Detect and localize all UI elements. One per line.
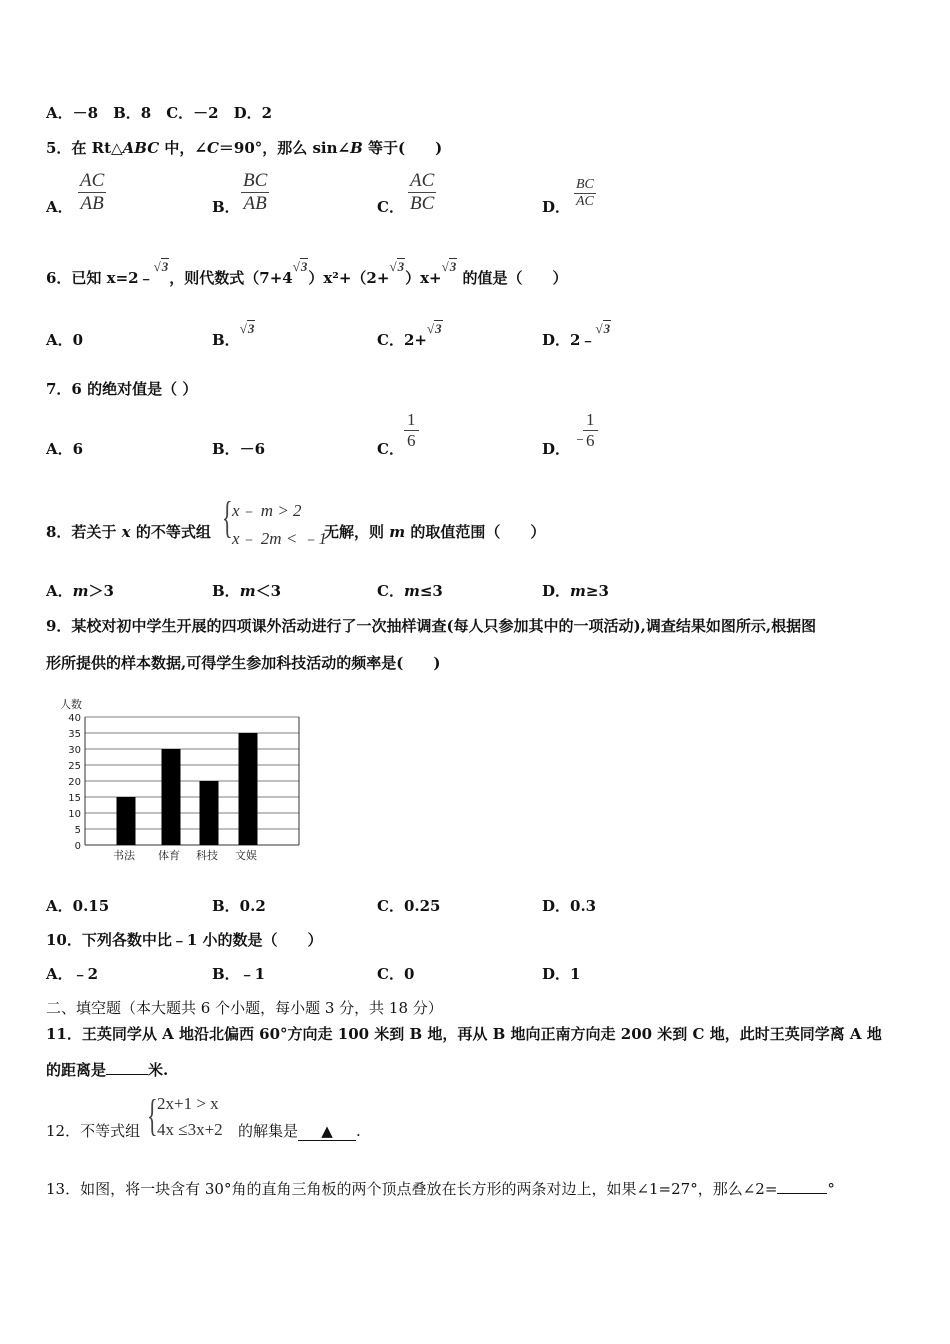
y-tick-label: 0 bbox=[74, 841, 81, 852]
q6-option-a: A．0 bbox=[46, 331, 84, 349]
q11-stem-line1: 11．王英同学从 A 地沿北偏西 60°方向走 100 米到 B 地，再从 B 地向正南方向走 200 米到 C 地，此时王英同学离 A 地 bbox=[46, 1025, 882, 1043]
sqrt3-symbol: √3 bbox=[426, 321, 442, 336]
q5-option-b-label: B． bbox=[212, 198, 240, 216]
x-tick-label: 科技 bbox=[196, 849, 218, 862]
left-brace-icon: { bbox=[147, 1091, 158, 1140]
q7-option-d-sign: ﹣ bbox=[572, 428, 589, 447]
q8-inequality-system: { x﹣ m > 2 x﹣ 2m < ﹣1 bbox=[222, 493, 328, 548]
q8-option-d: D．m≥3 bbox=[542, 582, 609, 600]
q7-option-b: B．－6 bbox=[212, 440, 266, 458]
q7-option-d-fraction: $\frac{1}{6}$ bbox=[583, 410, 598, 451]
q6-option-b: B．√3 bbox=[212, 321, 255, 349]
q12-inequality-system: { 2x+1 > x 4x ≤3x+2 bbox=[147, 1091, 223, 1140]
q11-stem-line2: 的距离是 米. bbox=[46, 1061, 169, 1079]
q6-stem: 6．已知 x=2﹣√3，则代数式（7+4√3）x²+（2+√3）x+√3 的值是（ ） bbox=[46, 259, 568, 287]
y-tick-label: 20 bbox=[68, 777, 81, 788]
q5-option-d-label: D． bbox=[542, 198, 571, 216]
q8-option-b: B．m＜3 bbox=[212, 582, 281, 600]
answer-blank bbox=[106, 1074, 148, 1075]
q5-option-d-fraction: $\frac{BC}{AC}$ bbox=[576, 177, 594, 209]
y-tick-label: 40 bbox=[68, 713, 81, 724]
q8-option-c: C．m≤3 bbox=[377, 582, 443, 600]
sqrt3-symbol: √3 bbox=[239, 321, 255, 336]
bar-科技 bbox=[200, 781, 219, 845]
q5-option-c-fraction: $\frac{AC}{BC}$ bbox=[410, 170, 435, 214]
triangle-icon: ▲ bbox=[321, 1122, 333, 1140]
q10-option-b: B．﹣1 bbox=[212, 965, 266, 983]
bar-体育 bbox=[162, 749, 181, 845]
q10-option-d: D．1 bbox=[542, 965, 581, 983]
sqrt3-symbol: √3 bbox=[595, 321, 611, 336]
y-tick-label: 10 bbox=[68, 809, 81, 820]
q4-options: A．－8 B．8 C．－2 D．2 bbox=[46, 104, 273, 122]
q8-option-a: A．m＞3 bbox=[46, 582, 114, 600]
x-tick-label: 书法 bbox=[113, 849, 135, 862]
left-brace-icon: { bbox=[222, 493, 233, 542]
q5-option-c-label: C． bbox=[377, 198, 404, 216]
y-axis-label: 人数 bbox=[60, 698, 82, 711]
y-tick-label: 25 bbox=[68, 761, 81, 772]
sqrt3-symbol: √3 bbox=[389, 259, 405, 274]
q7-option-c-fraction: $\frac{1}{6}$ bbox=[404, 410, 419, 451]
q7-option-c-label: C． bbox=[377, 440, 404, 458]
q5-option-a-fraction: $\frac{AC}{AB}$ bbox=[80, 170, 105, 214]
q10-option-a: A．﹣2 bbox=[46, 965, 99, 983]
q8-stem-right: 无解，则 m 的取值范围（ ） bbox=[324, 523, 546, 541]
q9-option-c: C．0.25 bbox=[377, 897, 441, 915]
bar-chart bbox=[55, 695, 310, 870]
q9-option-a: A．0.15 bbox=[46, 897, 110, 915]
q5-option-b-fraction: $\frac{BC}{AB}$ bbox=[243, 170, 268, 214]
q9-stem-line1: 9．某校对初中学生开展的四项课外活动进行了一次抽样调查(每人只参加其中的一项活动),调查结果如图所示,根据图 bbox=[46, 617, 817, 635]
q7-stem: 7．6 的绝对值是（ ） bbox=[46, 380, 198, 398]
q10-stem: 10．下列各数中比﹣1 小的数是（ ） bbox=[46, 931, 323, 949]
answer-blank bbox=[777, 1193, 827, 1194]
y-tick-label: 15 bbox=[68, 793, 81, 804]
q10-option-c: C．0 bbox=[377, 965, 415, 983]
q9-option-b: B．0.2 bbox=[212, 897, 266, 915]
x-tick-label: 体育 bbox=[158, 849, 180, 862]
q6-option-d: D．2﹣√3 bbox=[542, 321, 611, 349]
y-tick-label: 30 bbox=[68, 745, 81, 756]
section-heading: 二、填空题（本大题共 6 个小题，每小题 3 分，共 18 分） bbox=[46, 999, 443, 1017]
q5-stem: 5．在 Rt△ABC 中，∠C＝90°，那么 sin∠B 等于( ) bbox=[46, 139, 443, 157]
x-tick-label: 文娱 bbox=[235, 849, 257, 862]
bar-书法 bbox=[117, 797, 136, 845]
q9-option-d: D．0.3 bbox=[542, 897, 597, 915]
q8-stem-left: 8．若关于 x 的不等式组 bbox=[46, 523, 211, 541]
q9-stem-line2: 形所提供的样本数据,可得学生参加科技活动的频率是( ) bbox=[46, 654, 441, 672]
q12-stem-left: 12．不等式组 bbox=[46, 1122, 141, 1140]
sqrt3-symbol: √3 bbox=[153, 259, 169, 274]
q7-option-d-label: D． bbox=[542, 440, 571, 458]
answer-blank bbox=[298, 1122, 356, 1141]
q12-stem-right: 的解集是 ▲ . bbox=[238, 1122, 361, 1140]
q13-stem: 13．如图，将一块含有 30°角的直角三角板的两个顶点叠放在长方形的两条对边上，如果∠1=27°，那么∠2= ° bbox=[46, 1180, 835, 1198]
y-tick-label: 35 bbox=[68, 729, 81, 740]
q7-option-a: A．6 bbox=[46, 440, 84, 458]
q5-option-a-label: A． bbox=[46, 198, 73, 216]
bar-文娱 bbox=[239, 733, 258, 845]
y-tick-label: 5 bbox=[74, 825, 81, 836]
sqrt3-symbol: √3 bbox=[441, 259, 457, 274]
q6-option-c: C．2+√3 bbox=[377, 321, 442, 349]
sqrt3-symbol: √3 bbox=[292, 259, 308, 274]
